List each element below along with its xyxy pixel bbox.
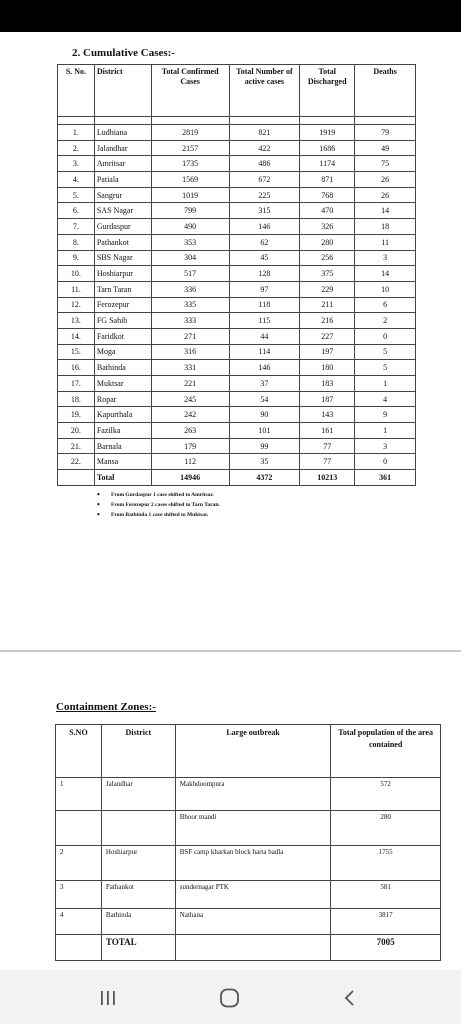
row-district: SBS Nagar [94,250,151,266]
row-confirmed: 353 [151,234,229,250]
cz-header-sno: S.NO [56,725,102,778]
row-district: Fazilka [94,423,151,439]
row-active: 315 [229,203,300,219]
row-confirmed: 335 [151,297,229,313]
row-sno: 14. [58,328,95,344]
row-confirmed: 333 [151,313,229,329]
row-sno: 17. [58,376,95,392]
row-sno: 8. [58,234,95,250]
cz-population: 1755 [331,846,441,881]
row-discharged: 280 [300,234,355,250]
row-active: 146 [229,360,300,376]
row-deaths: 49 [355,140,416,156]
row-confirmed: 1019 [151,187,229,203]
table-row [58,203,416,219]
cz-sno: 3 [56,881,102,909]
cz-population: 280 [331,811,441,846]
row-discharged: 216 [300,313,355,329]
cz-district [101,811,175,846]
row-discharged: 227 [300,328,355,344]
cz-outbreak: Bhoor mandi [175,811,331,846]
table-row [58,266,416,282]
row-confirmed: 517 [151,266,229,282]
row-sno: 20. [58,423,95,439]
row-discharged: 180 [300,360,355,376]
row-district: Faridkot [94,328,151,344]
row-deaths: 6 [355,297,416,313]
row-confirmed: 2819 [151,125,229,141]
cz-population: 581 [331,881,441,909]
header-discharged: Total Discharged [300,65,355,117]
row-confirmed: 179 [151,438,229,454]
row-discharged: 187 [300,391,355,407]
row-active: 146 [229,219,300,235]
row-discharged: 470 [300,203,355,219]
table-row [58,219,416,235]
table-row [58,328,416,344]
row-confirmed: 336 [151,281,229,297]
row-active: 486 [229,156,300,172]
cz-header-district: District [101,725,175,778]
row-discharged: 375 [300,266,355,282]
row-sno: 10. [58,266,95,282]
cz-row [56,881,441,909]
row-discharged: 143 [300,407,355,423]
row-discharged: 161 [300,423,355,439]
row-discharged: 768 [300,187,355,203]
row-sno: 5. [58,187,95,203]
row-deaths: 1 [355,423,416,439]
total-deaths: 361 [355,470,416,486]
row-deaths: 9 [355,407,416,423]
row-discharged: 326 [300,219,355,235]
row-confirmed: 799 [151,203,229,219]
row-deaths: 3 [355,250,416,266]
row-district: Hoshiarpur [94,266,151,282]
row-district: Sangrur [94,187,151,203]
table-row [58,344,416,360]
row-discharged: 256 [300,250,355,266]
row-sno: 7. [58,219,95,235]
table-row [58,391,416,407]
row-active: 45 [229,250,300,266]
cz-district: Pathankot [101,881,175,909]
back-button[interactable] [330,984,370,1012]
home-icon [219,988,241,1008]
cz-sno: 2 [56,846,102,881]
row-active: 62 [229,234,300,250]
table-spacer-row [58,117,416,125]
containment-zones-table [55,724,441,961]
row-discharged: 1174 [300,156,355,172]
row-active: 118 [229,297,300,313]
row-district: Ferozepur [94,297,151,313]
cz-district: Jalandhar [101,778,175,811]
row-district: Muktsar [94,376,151,392]
row-discharged: 229 [300,281,355,297]
total-sno [58,470,95,486]
table-row [58,454,416,470]
row-district: Tarn Taran [94,281,151,297]
cz-row [56,811,441,846]
containment-zones-title: Containment Zones:- [56,701,156,713]
row-active: 101 [229,423,300,439]
row-deaths: 26 [355,187,416,203]
cz-header-outbreak: Large outbreak [175,725,331,778]
row-active: 225 [229,187,300,203]
cz-population: 572 [331,778,441,811]
row-active: 54 [229,391,300,407]
row-discharged: 183 [300,376,355,392]
cz-total-sno [56,935,102,961]
row-sno: 12. [58,297,95,313]
row-district: Mansa [94,454,151,470]
table-row [58,234,416,250]
cz-header-population: Total population of the area contained [331,725,441,778]
row-active: 672 [229,172,300,188]
row-sno: 18. [58,391,95,407]
row-district: Jalandhar [94,140,151,156]
row-sno: 21. [58,438,95,454]
table-row [58,250,416,266]
note-item: • From Gurdaspur 1 case shifted to Amritsar. [97,490,220,500]
row-discharged: 77 [300,438,355,454]
table-row [58,360,416,376]
cz-row [56,909,441,935]
row-deaths: 2 [355,313,416,329]
row-confirmed: 2157 [151,140,229,156]
table-row [58,156,416,172]
row-district: SAS Nagar [94,203,151,219]
row-active: 99 [229,438,300,454]
row-deaths: 10 [355,281,416,297]
table-row [58,438,416,454]
row-deaths: 5 [355,360,416,376]
cz-outbreak: sundernagar PTK [175,881,331,909]
row-sno: 22. [58,454,95,470]
row-deaths: 79 [355,125,416,141]
status-bar [0,0,461,32]
header-sno: S. No. [58,65,95,117]
row-discharged: 1919 [300,125,355,141]
row-active: 90 [229,407,300,423]
row-deaths: 5 [355,344,416,360]
recents-icon [98,989,118,1007]
row-district: Pathankot [94,234,151,250]
row-deaths: 0 [355,328,416,344]
row-confirmed: 331 [151,360,229,376]
cz-outbreak: BSF camp kharkan block harta badla [175,846,331,881]
row-active: 115 [229,313,300,329]
cz-outbreak: Nathana [175,909,331,935]
cz-total-population: 7005 [331,935,441,961]
cz-sno: 4 [56,909,102,935]
row-sno: 13. [58,313,95,329]
table-row [58,125,416,141]
row-sno: 6. [58,203,95,219]
total-confirmed: 14946 [151,470,229,486]
table-total-row [58,470,416,486]
row-active: 128 [229,266,300,282]
note-item: • From Bathinda 1 case shifted to Muktsar. [97,510,220,520]
row-sno: 15. [58,344,95,360]
row-confirmed: 304 [151,250,229,266]
table-header-row [58,65,416,117]
row-discharged: 211 [300,297,355,313]
cz-header-row [56,725,441,778]
cumulative-cases-table [57,64,416,486]
header-confirmed: Total Confirmed Cases [151,65,229,117]
header-active: Total Number of active cases [229,65,300,117]
row-confirmed: 271 [151,328,229,344]
recents-button[interactable] [88,984,128,1012]
table-row [58,172,416,188]
row-confirmed: 242 [151,407,229,423]
row-confirmed: 245 [151,391,229,407]
row-deaths: 4 [355,391,416,407]
row-active: 114 [229,344,300,360]
row-sno: 2. [58,140,95,156]
cz-outbreak: Makhdoompura [175,778,331,811]
navigation-bar [0,970,461,1024]
row-district: Patiala [94,172,151,188]
table-row [58,407,416,423]
cz-total-label: TOTAL [101,935,175,961]
table-row [58,187,416,203]
row-district: Gurdaspur [94,219,151,235]
row-district: Ludhiana [94,125,151,141]
row-deaths: 0 [355,454,416,470]
row-deaths: 11 [355,234,416,250]
home-button[interactable] [210,984,250,1012]
row-active: 35 [229,454,300,470]
row-district: Barnala [94,438,151,454]
note-item: • From Ferozepur 2 cases shifted to Tarn Taran. [97,500,220,510]
cz-row [56,846,441,881]
row-sno: 16. [58,360,95,376]
row-active: 821 [229,125,300,141]
table-row [58,313,416,329]
row-sno: 11. [58,281,95,297]
cz-population: 3817 [331,909,441,935]
row-confirmed: 1569 [151,172,229,188]
cumulative-cases-title: 2. Cumulative Cases:- [72,47,175,59]
total-active: 4372 [229,470,300,486]
table-row [58,297,416,313]
cz-district: Bathinda [101,909,175,935]
row-deaths: 14 [355,203,416,219]
row-sno: 3. [58,156,95,172]
row-sno: 9. [58,250,95,266]
table-row [58,423,416,439]
row-confirmed: 112 [151,454,229,470]
row-discharged: 871 [300,172,355,188]
table-row [58,140,416,156]
shift-notes-list [97,490,220,520]
row-discharged: 197 [300,344,355,360]
row-confirmed: 221 [151,376,229,392]
row-active: 97 [229,281,300,297]
table-row [58,281,416,297]
row-confirmed: 1735 [151,156,229,172]
row-deaths: 18 [355,219,416,235]
table-row [58,376,416,392]
cz-sno [56,811,102,846]
row-confirmed: 316 [151,344,229,360]
row-district: FG Sahib [94,313,151,329]
row-sno: 4. [58,172,95,188]
back-icon [342,988,358,1008]
cz-row [56,778,441,811]
row-discharged: 77 [300,454,355,470]
row-district: Amritsar [94,156,151,172]
row-sno: 19. [58,407,95,423]
row-district: Ropar [94,391,151,407]
cz-district: Hoshiarpur [101,846,175,881]
row-discharged: 1686 [300,140,355,156]
row-district: Moga [94,344,151,360]
row-district: Kapurthala [94,407,151,423]
cz-total-outbreak [175,935,331,961]
row-active: 44 [229,328,300,344]
total-label: Total [94,470,151,486]
cz-sno: 1 [56,778,102,811]
row-deaths: 75 [355,156,416,172]
row-deaths: 26 [355,172,416,188]
row-confirmed: 263 [151,423,229,439]
cz-total-row [56,935,441,961]
row-deaths: 14 [355,266,416,282]
row-active: 422 [229,140,300,156]
row-deaths: 3 [355,438,416,454]
row-sno: 1. [58,125,95,141]
header-deaths: Deaths [355,65,416,117]
total-discharged: 10213 [300,470,355,486]
row-deaths: 1 [355,376,416,392]
page-divider [0,650,461,652]
header-district: District [94,65,151,117]
row-active: 37 [229,376,300,392]
row-confirmed: 490 [151,219,229,235]
row-district: Bathinda [94,360,151,376]
